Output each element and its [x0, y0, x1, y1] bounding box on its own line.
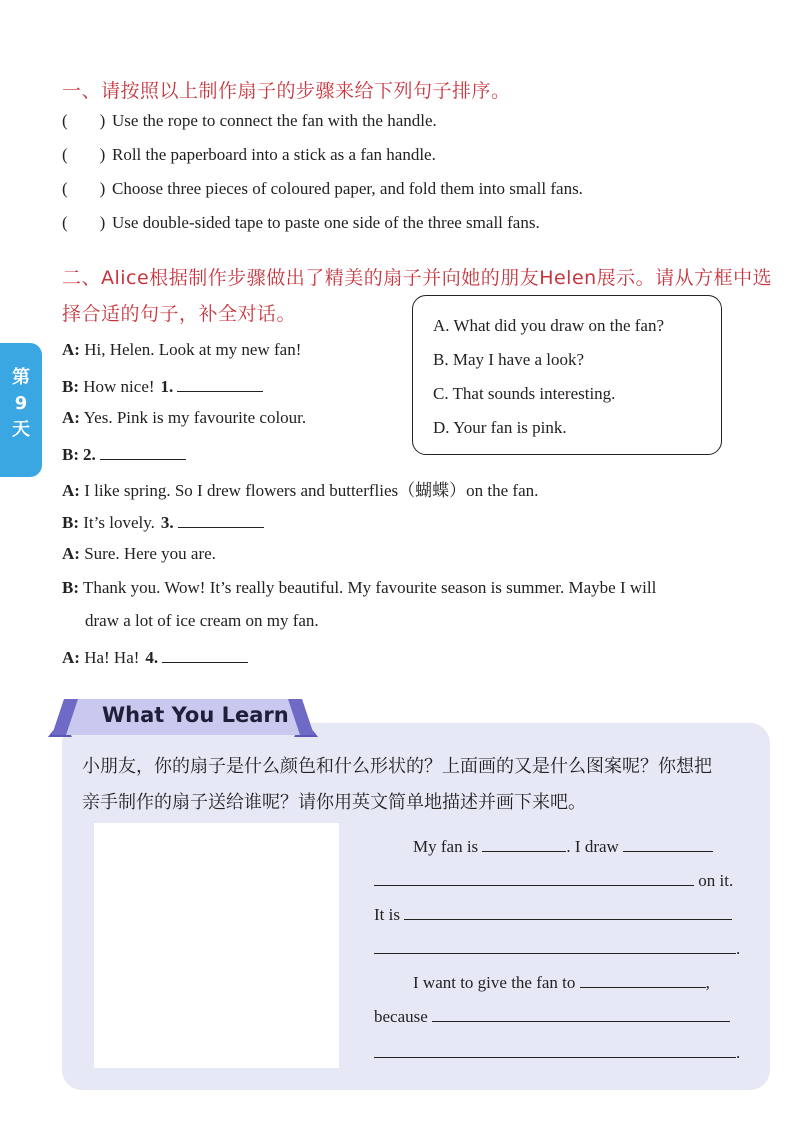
dialogue-line-9: A: Ha! Ha! 4.: [62, 645, 248, 668]
options-box: [412, 295, 722, 455]
writing-line-4: .: [374, 936, 740, 959]
ordering-item-3: ( ) Choose three pieces of coloured paper, and fold them into small fans.: [62, 179, 583, 198]
ordering-item-text: Choose three pieces of coloured paper, and fold them into small fans.: [112, 179, 583, 198]
ordering-item-1: ( ) Use the rope to connect the fan with the handle.: [62, 111, 437, 130]
dialogue-line-4: B: 2.: [62, 442, 186, 465]
writing-line-3: It is: [374, 902, 732, 925]
answer-blank-4[interactable]: [162, 645, 248, 663]
shape-blank-b[interactable]: [374, 936, 736, 954]
option-a: A. What did you draw on the fan?: [433, 316, 665, 335]
section1-heading: 一、请按照以上制作扇子的步骤来给下列句子排序。: [62, 80, 511, 102]
ordering-item-2: ( ) Roll the paperboard into a stick as a fan handle.: [62, 145, 436, 164]
dialogue-line-8: B: Thank you. Wow! It’s really beautiful. My favourite season is summer. Maybe I will: [62, 578, 657, 597]
learn-prompt-line2: 亲手制作的扇子送给谁呢？请你用英文简单地描述并画下来吧。: [82, 792, 586, 813]
writing-line-6: because: [374, 1004, 730, 1027]
ordering-item-text: Roll the paperboard into a stick as a fan handle.: [112, 145, 436, 164]
dialogue-line-6: B: It’s lovely. 3.: [62, 510, 264, 533]
drawing-blank-b[interactable]: [374, 868, 694, 886]
day-tab-label: 第9天: [12, 367, 30, 440]
section2-heading-line2: 择合适的句子，补全对话。: [62, 303, 297, 325]
writing-line-1: My fan is . I draw: [413, 834, 713, 857]
option-b: B. May I have a look?: [433, 350, 585, 369]
drawing-area[interactable]: [94, 823, 339, 1068]
dialogue-line-3: A: Yes. Pink is my favourite colour.: [62, 408, 307, 427]
dialogue-line-7: A: Sure. Here you are.: [62, 544, 216, 563]
reason-blank-b[interactable]: [374, 1040, 736, 1058]
drawing-blank-a[interactable]: [623, 834, 713, 852]
day-tab: [0, 343, 42, 477]
answer-blank-1[interactable]: [177, 374, 263, 392]
dialogue-line-1: A: Hi, Helen. Look at my new fan!: [62, 340, 302, 359]
section2-heading-line1: 二、Alice根据制作步骤做出了精美的扇子并向她的朋友Helen展示。请从方框中选: [62, 267, 773, 289]
writing-line-5: I want to give the fan to ,: [413, 970, 710, 993]
option-c: C. That sounds interesting.: [433, 384, 616, 403]
shape-blank-a[interactable]: [404, 902, 732, 920]
answer-blank-3[interactable]: [178, 510, 264, 528]
dialogue-line-8-cont: draw a lot of ice cream on my fan.: [85, 611, 319, 630]
reason-blank-a[interactable]: [432, 1004, 730, 1022]
recipient-blank[interactable]: [580, 970, 706, 988]
dialogue-line-5: A: I like spring. So I drew flowers and butterflies（蝴蝶）on the fan.: [62, 481, 539, 500]
writing-line-7: .: [374, 1040, 740, 1063]
learn-prompt-line1: 小朋友，你的扇子是什么颜色和什么形状的？上面画的又是什么图案呢？你想把: [82, 756, 712, 777]
answer-blank-2[interactable]: [100, 442, 186, 460]
dialogue-line-2: B: How nice! 1.: [62, 374, 263, 397]
ordering-item-4: ( ) Use double-sided tape to paste one side of the three small fans.: [62, 213, 540, 232]
banner-title: What You Learn: [102, 703, 289, 727]
writing-line-2: on it.: [374, 868, 733, 891]
fan-color-blank[interactable]: [482, 834, 566, 852]
banner: [48, 697, 318, 737]
ordering-item-text: Use double-sided tape to paste one side of the three small fans.: [112, 213, 540, 232]
ordering-item-text: Use the rope to connect the fan with the handle.: [112, 111, 437, 130]
option-d: D. Your fan is pink.: [433, 418, 567, 437]
